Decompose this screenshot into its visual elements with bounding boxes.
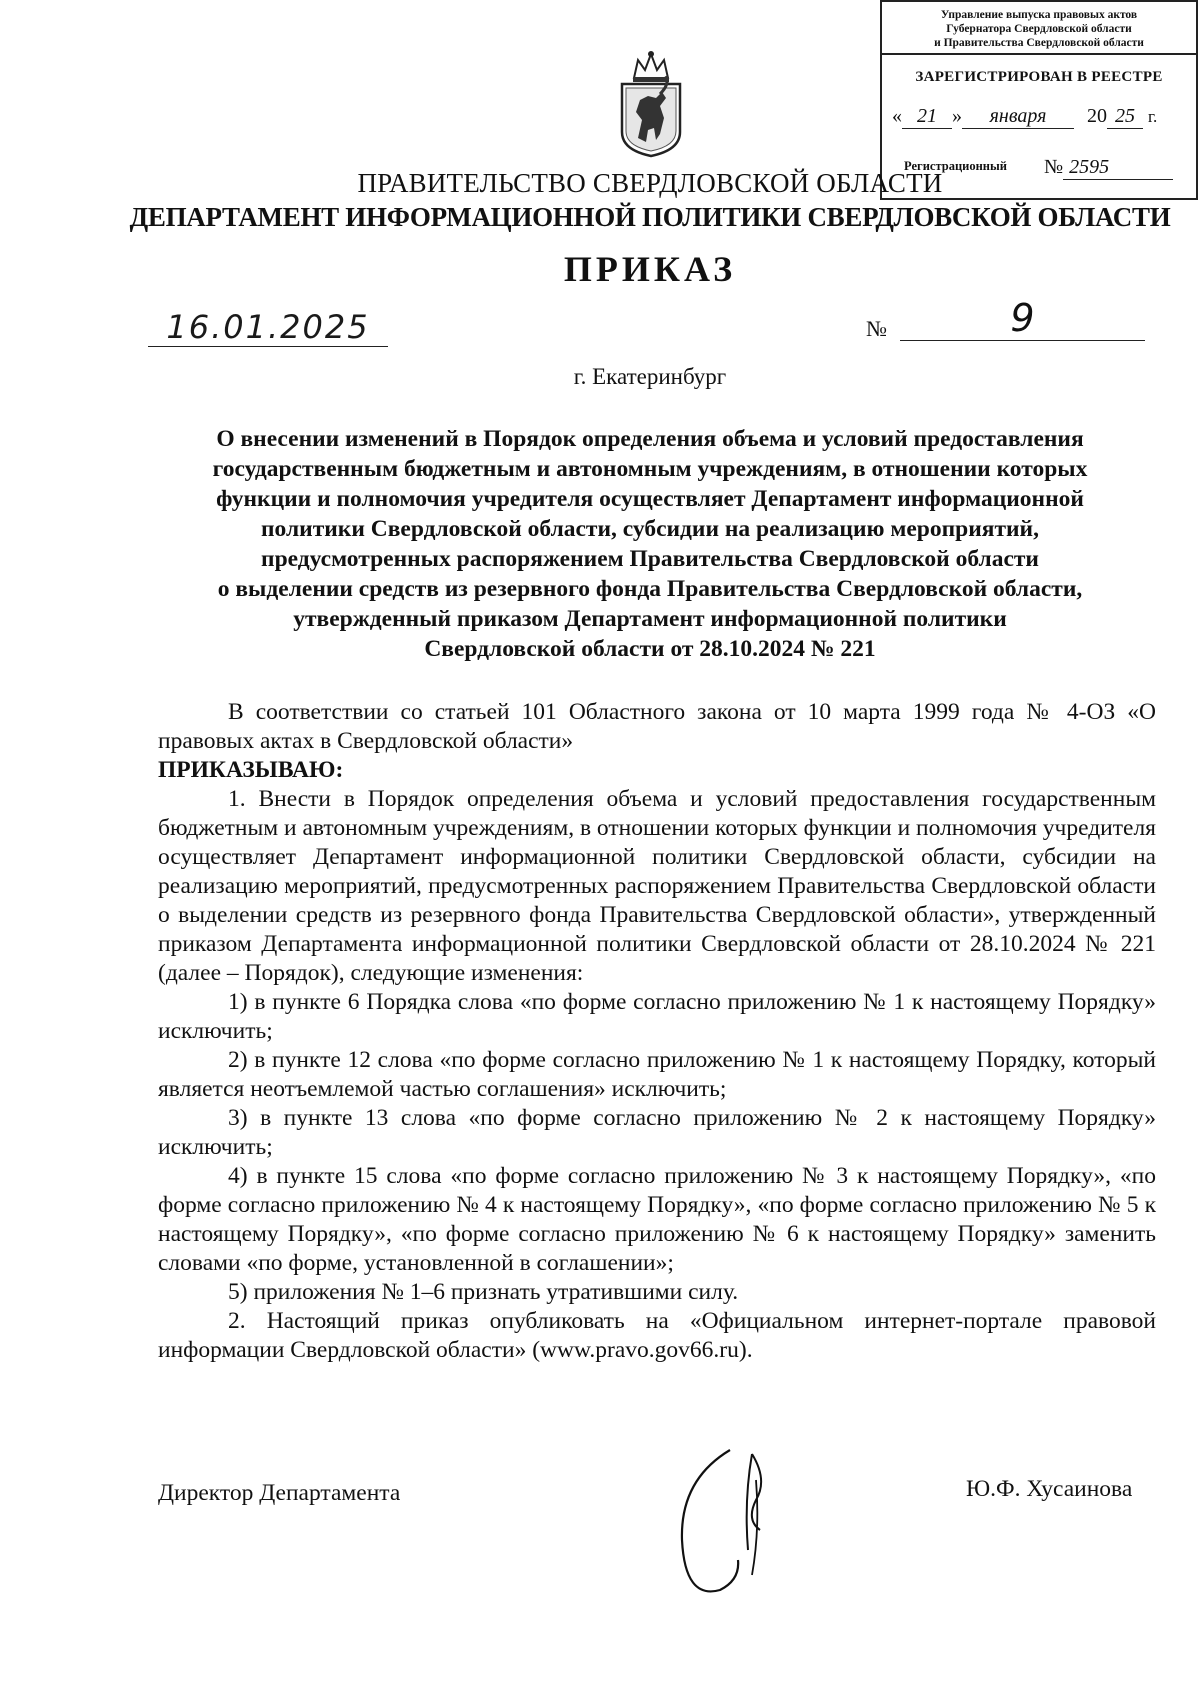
subitem-1: 1) в пункте 6 Порядка слова «по форме согласно приложению № 1 к настоящему Порядку» исключить;: [158, 989, 1156, 1044]
item-1: 1. Внести в Порядок определения объема и условий предоставления государственным бюджетным и автономным учреждениям, в отношении которых функции и полномочия учредителя осуществляет Департамент информационной политики Свердловской области, субсидии на реализацию мероприятий, предусмотренных распоряжением Правительства Свердловской области о выделении средств из резервного фонда Правительства Свердловской области», утвержденный приказом Департамента информационной политики Свердловской области от 28.10.2024 № 221 (далее – Порядок), следующие изменения:: [158, 786, 1156, 986]
stamp-header: [882, 2, 1196, 55]
title-line: предусмотренных распоряжением Правительства Свердловской области: [261, 546, 1039, 572]
department-name: ДЕПАРТАМЕНТ ИНФОРМАЦИОННОЙ ПОЛИТИКИ СВЕРДЛОВСКОЙ ОБЛАСТИ: [129, 202, 1171, 232]
title-line: функции и полномочия учредителя осуществляет Департамент информационной: [216, 486, 1084, 512]
order-title: [150, 424, 1150, 664]
stamp-month: января: [962, 105, 1074, 129]
subitem-3: 3) в пункте 13 слова «по форме согласно приложению № 2 к настоящему Порядку» исключить;: [158, 1105, 1156, 1160]
stamp-quote-close: »: [952, 105, 962, 127]
subitem-4: 4) в пункте 15 слова «по форме согласно приложению № 3 к настоящему Порядку», «по форме согласно приложению № 4 к настоящему Порядку», «по форме согласно приложению № 5 к настоящему Порядку», «по форме согласно приложению № 6 к настоящему Порядку» заменить словами «по форме, установленной в соглашении»;: [158, 1163, 1156, 1276]
stamp-reg-value: 2595: [1063, 156, 1173, 180]
order-body: [158, 698, 1156, 1365]
title-line: о выделении средств из резервного фонда Правительства Свердловской области,: [217, 576, 1083, 602]
title-line: государственным бюджетным и автономным учреждениям, в отношении которых: [212, 456, 1088, 482]
title-line: О внесении изменений в Порядок определения объема и условий предоставления: [216, 426, 1084, 452]
stamp-year-unit: г.: [1148, 107, 1158, 126]
stamp-quote-open: «: [892, 105, 902, 127]
government-name: ПРАВИТЕЛЬСТВО СВЕРДЛОВСКОЙ ОБЛАСТИ: [357, 168, 943, 198]
title-line: политики Свердловской области, субсидии на реализацию мероприятий,: [261, 516, 1039, 542]
signatory-position: Директор Департамента: [158, 1480, 401, 1506]
subitem-5: 5) приложения № 1–6 признать утратившими силу.: [228, 1279, 739, 1305]
order-word: ПРИКАЗЫВАЮ:: [158, 757, 344, 783]
stamp-year-prefix: 20: [1087, 105, 1107, 127]
coat-of-arms-icon: [616, 48, 686, 158]
subitem-2: 2) в пункте 12 слова «по форме согласно приложению № 1 к настоящему Порядку, который является неотъемлемой частью соглашения» исключить;: [158, 1047, 1156, 1102]
stamp-reg-sign: №: [1044, 156, 1064, 178]
stamp-day: 21: [902, 105, 952, 129]
title-line: Свердловской области от 28.10.2024 № 221: [424, 636, 876, 662]
stamp-header-line: Губернатора Свердловской области: [946, 23, 1132, 35]
stamp-date: [892, 105, 1190, 129]
order-date: 16.01.2025: [148, 308, 388, 347]
stamp-header-line: Управление выпуска правовых актов: [940, 9, 1138, 21]
stamp-header-line: и Правительства Свердловской области: [934, 37, 1144, 49]
city: г. Екатеринбург: [573, 364, 727, 389]
document-type: ПРИКАЗ: [563, 249, 737, 289]
order-number-label: №: [866, 316, 887, 341]
stamp-title: ЗАРЕГИСТРИРОВАН В РЕЕСТРЕ: [915, 69, 1163, 85]
signatory-name: Ю.Ф. Хусаинова: [966, 1476, 1133, 1502]
handwritten-signature: [660, 1440, 800, 1610]
stamp-reg-label: Регистрационный: [904, 159, 1007, 173]
order-number: 9: [900, 296, 1145, 341]
title-line: утвержденный приказом Департамент информационной политики: [293, 606, 1007, 632]
stamp-year-suffix: 25: [1107, 105, 1143, 129]
preamble: В соответствии со статьей 101 Областного закона от 10 марта 1999 года № 4-ОЗ «О правовых актах в Свердловской области»: [158, 699, 1156, 754]
item-2: 2. Настоящий приказ опубликовать на «Официальном интернет-портале правовой информации Свердловской области» (www.pravo.gov66.ru).: [158, 1308, 1156, 1363]
